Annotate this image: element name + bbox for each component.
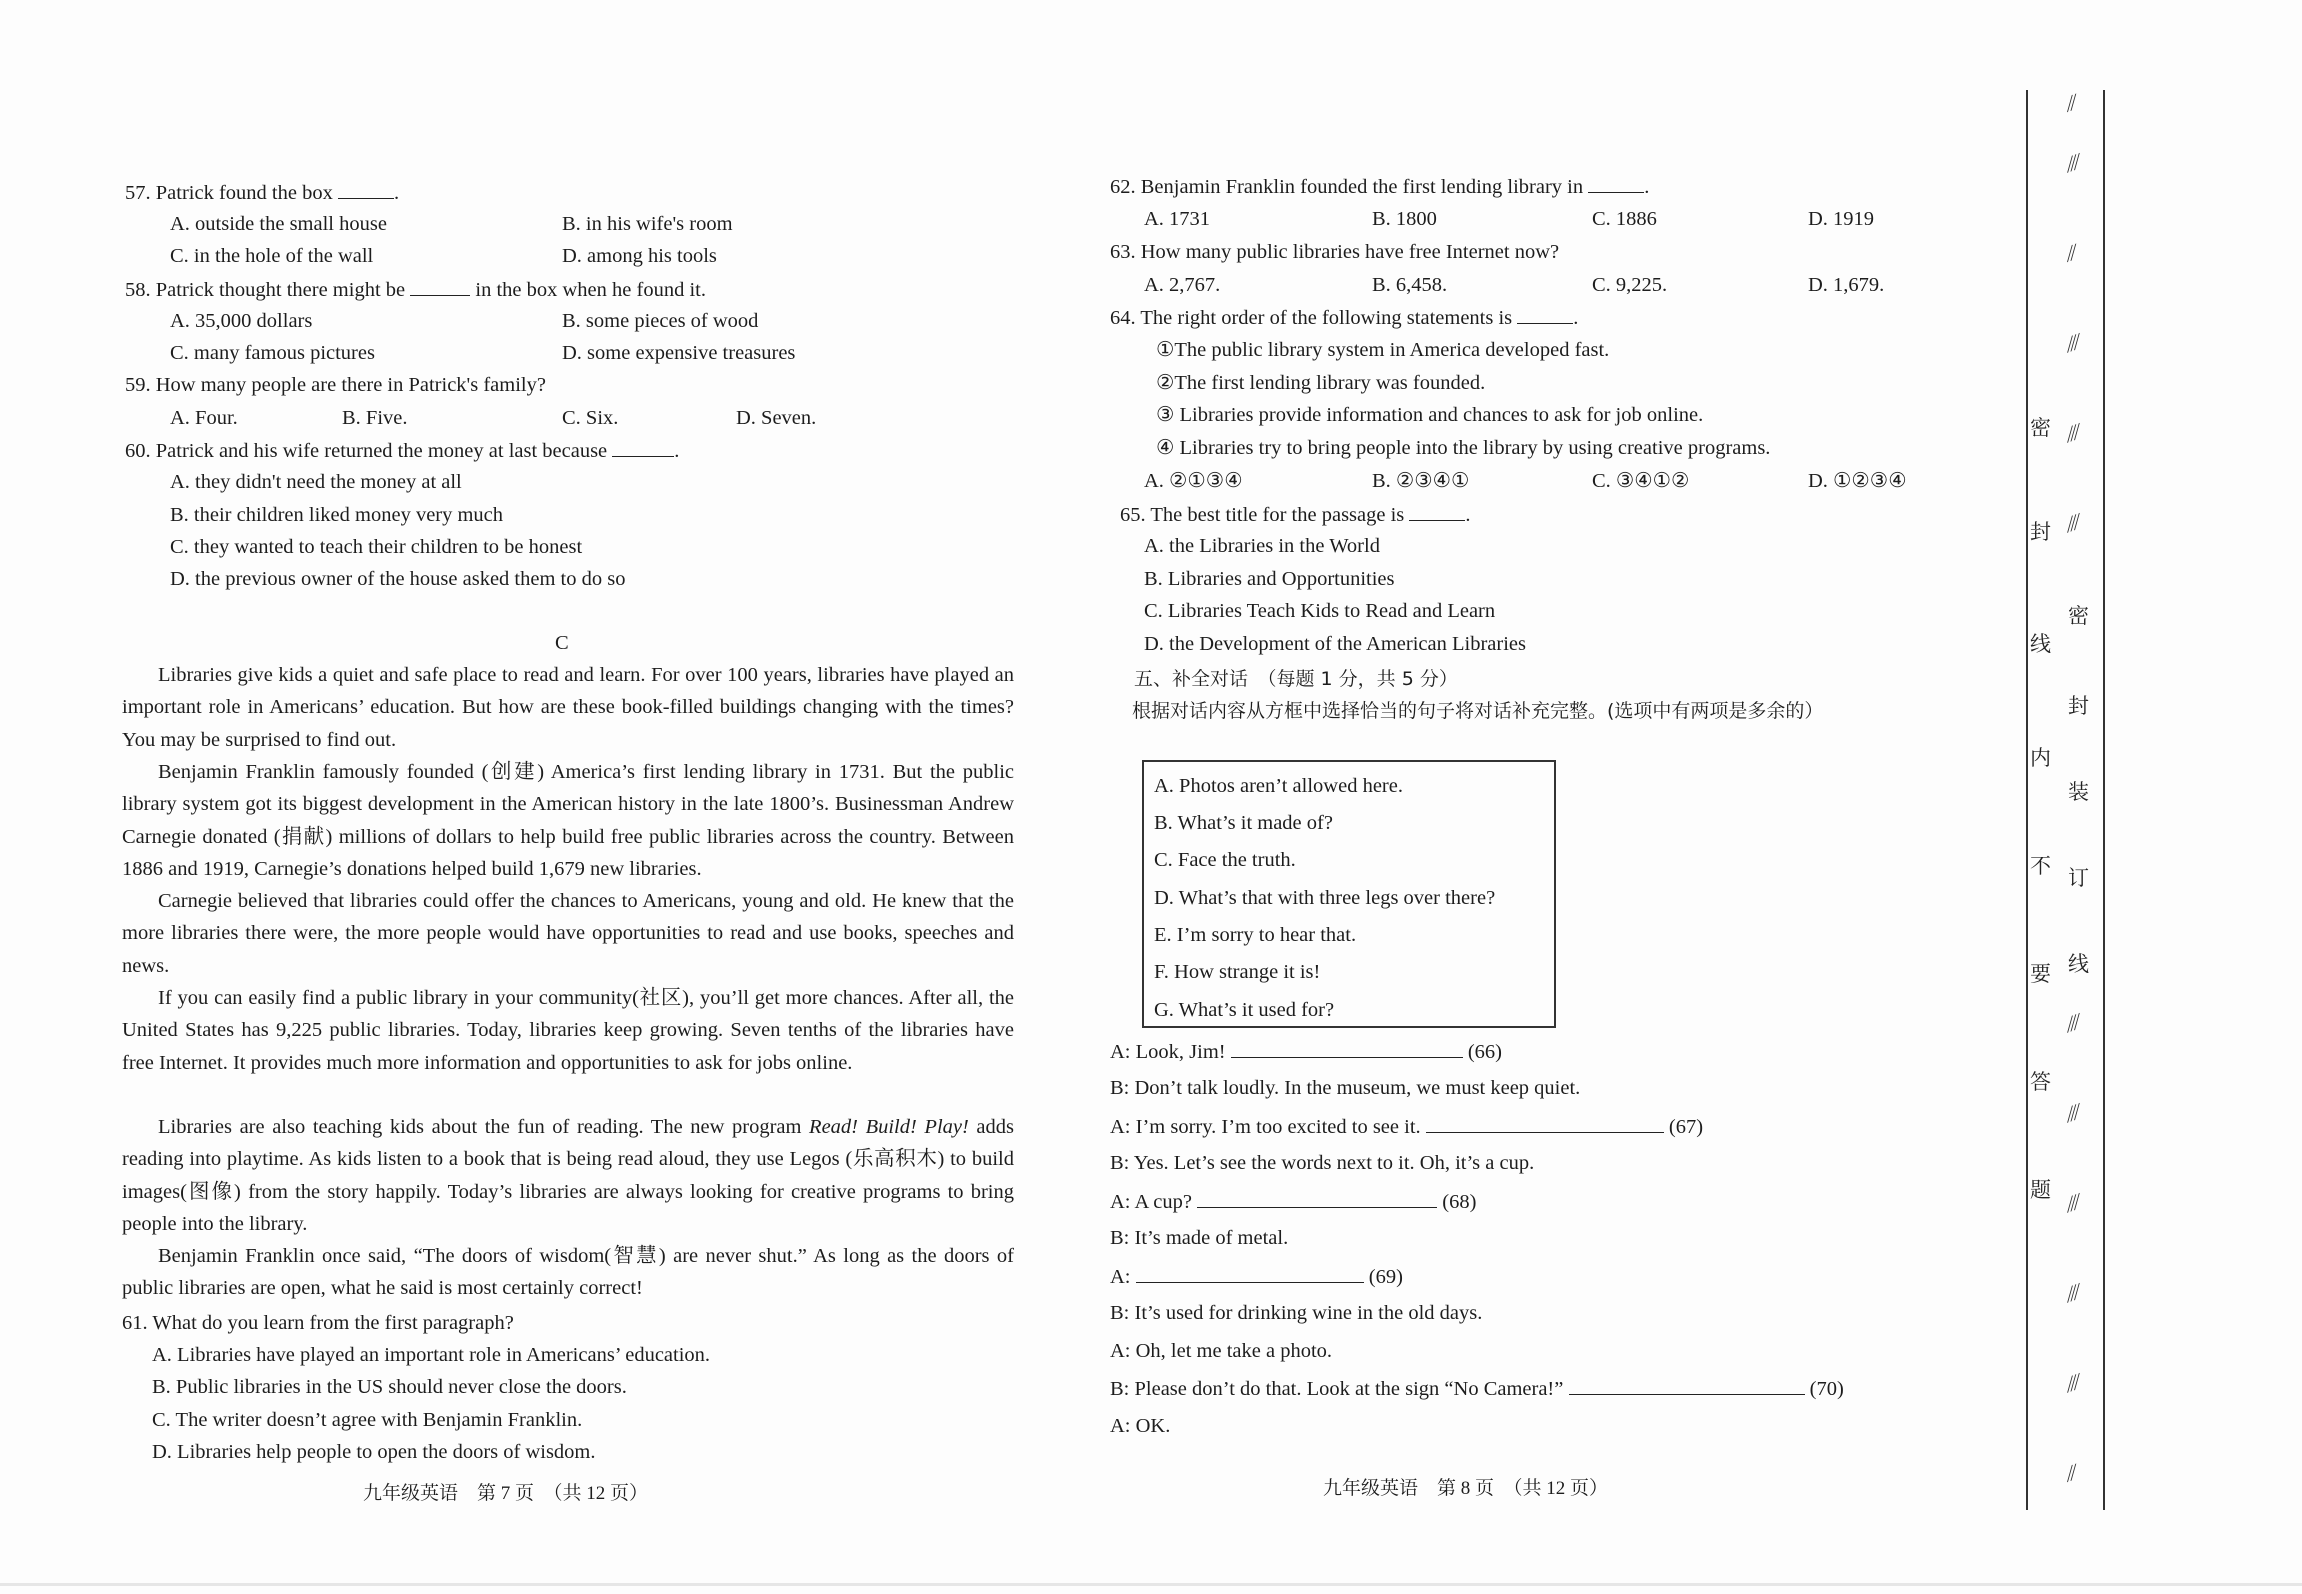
q65-option-b: B. Libraries and Opportunities xyxy=(1144,568,1395,590)
q62-option-b: B. 1800 xyxy=(1372,208,1437,230)
q60-stem: 60. Patrick and his wife returned the money at last because . xyxy=(125,440,680,462)
page-8-footer: 九年级英语 第 8 页 （共 12 页） xyxy=(1323,1478,1609,1499)
q61-option-c: C. The writer doesn’t agree with Benjamin Franklin. xyxy=(152,1409,583,1431)
passage-paragraph-5: Libraries are also teaching kids about the fun of reading. The new program Read! Build! Play! adds reading into playtime. As kids listen to a book that is being read aloud, they use Legos (乐高积木) to build images(图像) from the story happily. Today’s libraries are always looking for creative programs to bring people into the library. xyxy=(122,1116,1014,1235)
q64-statement-3: ③ Libraries provide information and chances to ask for job online. xyxy=(1156,404,1704,426)
q60-option-c: C. they wanted to teach their children to be honest xyxy=(170,536,583,558)
binding-slash-mark: ∕∕∕ xyxy=(2063,1278,2083,1307)
box-option-d: D. What’s that with three legs over there? xyxy=(1154,887,1496,909)
q57-option-c: C. in the hole of the wall xyxy=(170,245,374,267)
q63-option-c: C. 9,225. xyxy=(1592,274,1668,296)
q59-option-a: A. Four. xyxy=(170,407,238,429)
q65-option-d: D. the Development of the American Libraries xyxy=(1144,633,1526,655)
binding-margin xyxy=(2020,90,2120,1510)
q64-option-d: D. ①②③④ xyxy=(1808,470,1907,492)
binding-rule-inner xyxy=(2103,90,2105,1510)
q57-option-d: D. among his tools xyxy=(562,245,717,267)
binding-char: 密 xyxy=(2068,604,2089,628)
q57-option-b: B. in his wife's room xyxy=(562,213,733,235)
binding-slash-mark: ∕∕∕ xyxy=(2063,328,2083,357)
dialog-line-9: A: Oh, let me take a photo. xyxy=(1110,1340,1333,1362)
q59-stem: 59. How many people are there in Patrick's family? xyxy=(125,374,546,396)
binding-char: 要 xyxy=(2030,962,2051,986)
q58-stem: 58. Patrick thought there might be in the box when he found it. xyxy=(125,279,706,301)
dialog-line-4: B: Yes. Let’s see the words next to it. Oh, it’s a cup. xyxy=(1110,1152,1535,1174)
q58-option-a: A. 35,000 dollars xyxy=(170,310,313,332)
dialog-line-6: B: It’s made of metal. xyxy=(1110,1227,1289,1249)
passage-paragraph-1: Libraries give kids a quiet and safe place to read and learn. For over 100 years, libraries have played an important role in Americans’ education. But how are these book-filled buildings changing with the times? You may be surprised to find out. xyxy=(122,664,1014,751)
box-option-b: B. What’s it made of? xyxy=(1154,812,1333,834)
q64-statement-4: ④ Libraries try to bring people into the library by using creative programs. xyxy=(1156,437,1771,459)
q58-option-d: D. some expensive treasures xyxy=(562,342,796,364)
dialog-line-11: A: OK. xyxy=(1110,1415,1171,1437)
q65-option-a: A. the Libraries in the World xyxy=(1144,535,1380,557)
passage-paragraph-6: Benjamin Franklin once said, “The doors of wisdom(智慧) are never shut.” As long as the doors of public libraries are open, what he said is most certainly correct! xyxy=(122,1245,1014,1300)
box-option-c: C. Face the truth. xyxy=(1154,849,1296,871)
passage-paragraph-4: If you can easily find a public library in your community(社区), you’ll get more chances. After all, the United States has 9,225 public libraries. Today, libraries keep growing. Seven tenths of the libraries have free Internet. It provides much more information and opportunities to ask for jobs online. xyxy=(122,987,1014,1074)
binding-slash-mark: ∕∕ xyxy=(2063,1459,2080,1486)
q63-option-b: B. 6,458. xyxy=(1372,274,1448,296)
q64-option-c: C. ③④①② xyxy=(1592,470,1690,492)
q60-option-b: B. their children liked money very much xyxy=(170,504,504,526)
q57-stem: 57. Patrick found the box . xyxy=(125,182,400,204)
q64-statement-1: ①The public library system in America developed fast. xyxy=(1156,339,1610,361)
binding-char: 内 xyxy=(2030,746,2051,770)
q63-option-a: A. 2,767. xyxy=(1144,274,1221,296)
dialog-line-2: B: Don’t talk loudly. In the museum, we must keep quiet. xyxy=(1110,1077,1581,1099)
binding-slash-mark: ∕∕∕ xyxy=(2063,1368,2083,1397)
q61-option-d: D. Libraries help people to open the doors of wisdom. xyxy=(152,1441,596,1463)
q62-stem: 62. Benjamin Franklin founded the first lending library in . xyxy=(1110,176,1650,198)
section-5-instructions: 根据对话内容从方框中选择恰当的句子将对话补充完整。(选项中有两项是多余的） xyxy=(1132,700,1824,722)
binding-char: 线 xyxy=(2068,952,2089,976)
q61-option-a: A. Libraries have played an important role in Americans’ education. xyxy=(152,1344,711,1366)
q64-option-b: B. ②③④① xyxy=(1372,470,1470,492)
box-option-f: F. How strange it is! xyxy=(1154,961,1321,983)
binding-char: 装 xyxy=(2068,780,2089,804)
q59-option-c: C. Six. xyxy=(562,407,619,429)
binding-rule-outer xyxy=(2026,90,2028,1510)
binding-slash-mark: ∕∕∕ xyxy=(2063,148,2083,177)
q63-stem: 63. How many public libraries have free Internet now? xyxy=(1110,241,1560,263)
q57-option-a: A. outside the small house xyxy=(170,213,387,235)
q65-stem: 65. The best title for the passage is . xyxy=(1120,504,1471,526)
binding-slash-mark: ∕∕ xyxy=(2063,239,2080,266)
dialog-line-3: A: I’m sorry. I’m too excited to see it. (67) xyxy=(1110,1116,1704,1138)
binding-char: 订 xyxy=(2068,866,2089,890)
q61-option-b: B. Public libraries in the US should never close the doors. xyxy=(152,1376,627,1398)
q64-stem: 64. The right order of the following statements is . xyxy=(1110,307,1579,329)
q64-statement-2: ②The first lending library was founded. xyxy=(1156,372,1486,394)
q62-option-d: D. 1919 xyxy=(1808,208,1875,230)
q58-option-b: B. some pieces of wood xyxy=(562,310,759,332)
q61-stem: 61. What do you learn from the first paragraph? xyxy=(122,1312,514,1334)
section-c-heading: C xyxy=(555,632,569,654)
q59-option-b: B. Five. xyxy=(342,407,408,429)
passage-paragraph-3: Carnegie believed that libraries could offer the chances to Americans, young and old. He knew that the more libraries there were, the more people would have opportunities to read and use books, speeches and news. xyxy=(122,890,1014,977)
binding-char: 封 xyxy=(2068,694,2089,718)
q65-option-c: C. Libraries Teach Kids to Read and Learn xyxy=(1144,600,1496,622)
box-option-g: G. What’s it used for? xyxy=(1154,999,1335,1021)
binding-char: 线 xyxy=(2030,632,2051,656)
scan-bottom-edge xyxy=(0,1583,2302,1586)
q62-option-c: C. 1886 xyxy=(1592,208,1657,230)
dialog-line-10: B: Please don’t do that. Look at the sign “No Camera!” (70) xyxy=(1110,1378,1844,1400)
binding-char: 封 xyxy=(2030,520,2051,544)
binding-char: 答 xyxy=(2030,1070,2051,1094)
dialog-line-7: A: (69) xyxy=(1110,1266,1403,1288)
q60-option-a: A. they didn't need the money at all xyxy=(170,471,462,493)
passage-paragraph-2: Benjamin Franklin famously founded (创建) America’s first lending library in 1731. But the public library system got its biggest development in the American history in the late 1800’s. Businessman Andrew Carnegie donated (捐献) millions of dollars to help build free public libraries across the country. Between 1886 and 1919, Carnegie’s donations helped build 1,679 new libraries. xyxy=(122,761,1014,880)
binding-char: 密 xyxy=(2030,416,2051,440)
binding-slash-mark: ∕∕∕ xyxy=(2063,1008,2083,1037)
q62-option-a: A. 1731 xyxy=(1144,208,1211,230)
dialog-line-8: B: It’s used for drinking wine in the old days. xyxy=(1110,1302,1483,1324)
q64-option-a: A. ②①③④ xyxy=(1144,470,1243,492)
binding-char: 不 xyxy=(2030,854,2051,878)
box-option-a: A. Photos aren’t allowed here. xyxy=(1154,775,1403,797)
binding-slash-mark: ∕∕ xyxy=(2063,89,2080,116)
binding-slash-mark: ∕∕∕ xyxy=(2063,418,2083,447)
binding-slash-mark: ∕∕∕ xyxy=(2063,1188,2083,1217)
box-option-e: E. I’m sorry to hear that. xyxy=(1154,924,1357,946)
q59-option-d: D. Seven. xyxy=(736,407,817,429)
binding-slash-mark: ∕∕∕ xyxy=(2063,1098,2083,1127)
dialog-line-1: A: Look, Jim! (66) xyxy=(1110,1041,1502,1063)
binding-slash-mark: ∕∕∕ xyxy=(2063,508,2083,537)
page-7-footer: 九年级英语 第 7 页 （共 12 页） xyxy=(363,1483,649,1504)
dialog-options-box xyxy=(1142,760,1556,1028)
binding-char: 题 xyxy=(2030,1178,2051,1202)
dialog-line-5: A: A cup? (68) xyxy=(1110,1191,1477,1213)
program-name: Read! Build! Play! xyxy=(809,1116,969,1138)
q60-option-d: D. the previous owner of the house asked them to do so xyxy=(170,568,626,590)
left-page xyxy=(110,0,1014,1594)
q63-option-d: D. 1,679. xyxy=(1808,274,1885,296)
q58-option-c: C. many famous pictures xyxy=(170,342,375,364)
section-5-title: 五、补全对话 （每题 1 分，共 5 分） xyxy=(1134,668,1458,690)
